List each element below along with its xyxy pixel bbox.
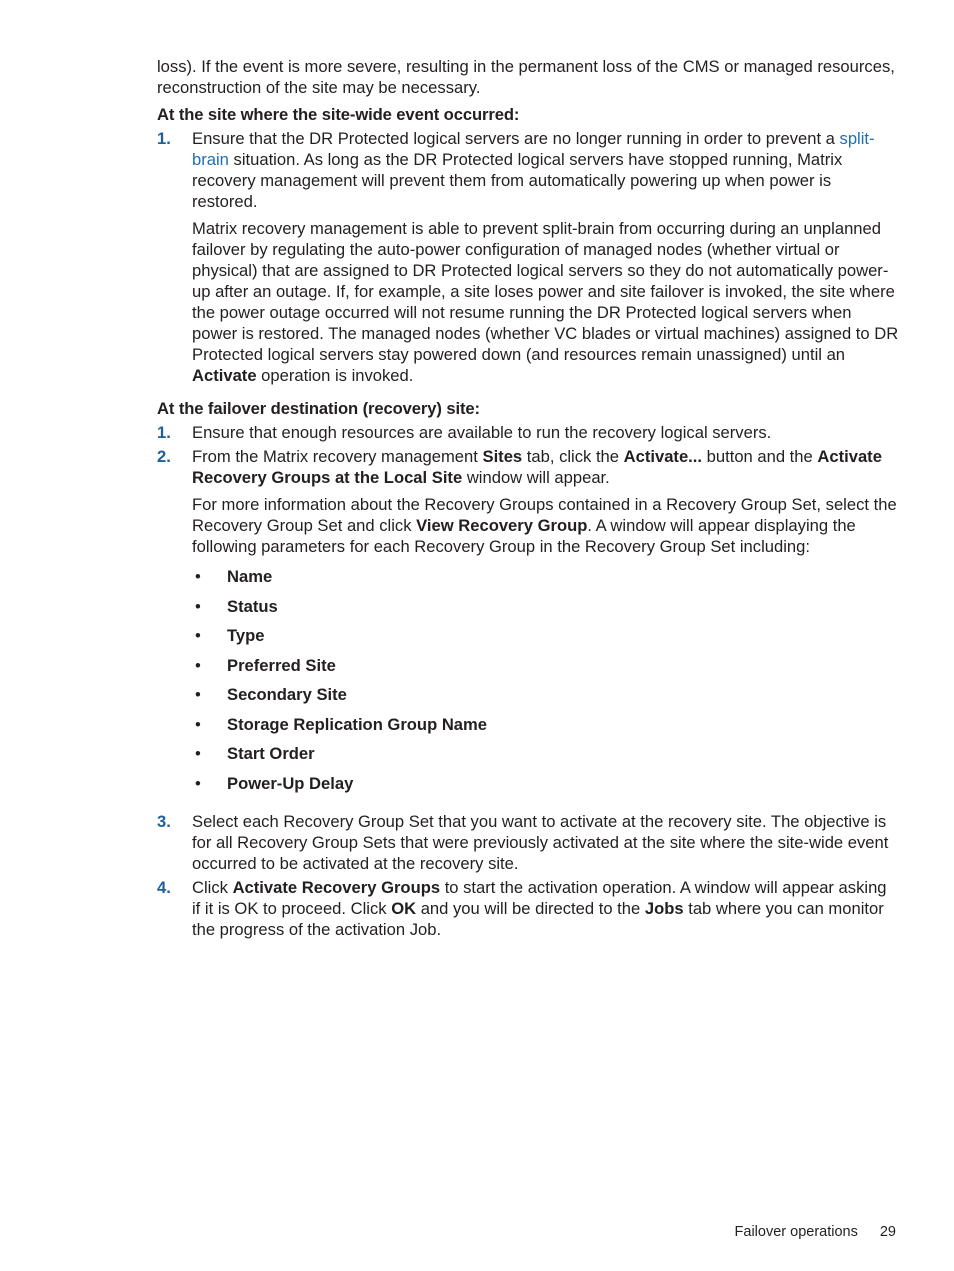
list-item (157, 877, 899, 940)
sites-term: Sites (482, 447, 523, 466)
step-text: window will appear. (462, 468, 610, 487)
view-recovery-group-term: View Recovery Group (416, 516, 588, 535)
step-number: 1. (157, 423, 171, 442)
split-brain-link[interactable]: split-brain (192, 129, 875, 169)
parameter-item (192, 566, 899, 596)
bullet-icon: • (195, 744, 201, 763)
intro-paragraph: loss). If the event is more severe, resulting in the permanent loss of the CMS or managed resources, reconstruction of the site may be necessary. (157, 57, 895, 97)
parameter-label: Storage Replication Group Name (227, 714, 488, 734)
step-detail-paragraph (192, 494, 899, 557)
activate-term: Activate (192, 366, 257, 385)
step-text: to start the activation operation. A window will appear asking if it is OK to proceed. Click (192, 878, 887, 918)
step-text: From the Matrix recovery management (192, 447, 483, 466)
parameter-item (192, 773, 899, 803)
page-footer (735, 1222, 896, 1243)
step-number: 3. (157, 812, 171, 831)
parameter-item (192, 714, 899, 744)
parameter-item (192, 684, 899, 714)
list-item (157, 128, 899, 386)
document-page (157, 56, 899, 943)
list-item (157, 811, 899, 874)
step-text: . A window will appear displaying the following parameters for each Recovery Group in the Recovery Group Set including: (192, 516, 856, 556)
step-text: tab where you can monitor the progress of the activation Job. (192, 899, 884, 939)
step-number: 2. (157, 447, 171, 466)
step-text: tab, click the (522, 447, 624, 466)
step-text: Ensure that the DR Protected logical servers are no longer running in order to prevent a (192, 129, 840, 148)
parameter-list (192, 566, 899, 802)
event-site-steps (157, 128, 899, 386)
parameter-label: Name (227, 567, 273, 586)
step-paragraph: Ensure that enough resources are available to run the recovery logical servers. (192, 423, 772, 442)
step-paragraph (192, 446, 899, 488)
step-text: operation is invoked. (256, 366, 414, 385)
bullet-icon: • (195, 773, 201, 793)
list-item (157, 446, 899, 802)
ok-term: OK (391, 899, 417, 918)
recovery-site-steps (157, 422, 899, 940)
parameter-label: Type (227, 626, 265, 645)
window-title-term: Activate Recovery Groups at the Local Site (192, 447, 882, 487)
step-paragraph (192, 128, 899, 212)
step-number: 1. (157, 129, 171, 148)
parameter-label: Start Order (227, 744, 315, 763)
step-text: For more information about the Recovery Groups contained in a Recovery Group Set, select the Recovery Group Set and click (192, 495, 897, 535)
section-heading-event-site: At the site where the site-wide event occurred: (157, 105, 520, 124)
step-text: situation. As long as the DR Protected logical servers have stopped running, Matrix recovery management will prevent them from automatically powering up when power is restored. (192, 150, 843, 211)
activate-button-term: Activate... (623, 447, 703, 466)
bullet-icon: • (195, 714, 201, 734)
list-item (157, 422, 899, 443)
step-detail-paragraph (192, 218, 899, 386)
activate-recovery-groups-term: Activate Recovery Groups (232, 878, 441, 897)
parameter-label: Preferred Site (227, 655, 336, 675)
jobs-term: Jobs (644, 899, 684, 918)
parameter-item (192, 596, 899, 626)
step-text: Click (192, 878, 233, 897)
parameter-item (192, 743, 899, 773)
bullet-icon: • (195, 626, 201, 645)
footer-section-title: Failover operations (734, 1224, 858, 1240)
bullet-icon: • (195, 567, 201, 586)
parameter-label: Secondary Site (227, 685, 347, 704)
parameter-label: Power-Up Delay (227, 773, 354, 793)
step-text: button and the (702, 447, 818, 466)
bullet-icon: • (195, 655, 201, 675)
step-paragraph (192, 877, 899, 940)
parameter-item (192, 655, 899, 685)
section-heading-recovery-site: At the failover destination (recovery) site: (157, 399, 480, 418)
page-number: 29 (879, 1224, 896, 1240)
bullet-icon: • (195, 685, 201, 704)
bullet-icon: • (195, 596, 201, 616)
parameter-label: Status (227, 596, 278, 616)
step-text: Matrix recovery management is able to prevent split-brain from occurring during an unplanned failover by regulating the auto-power configuration of managed nodes (whether virtual or physical) that are assigned to DR Protected logical servers so they do not automatically power-up after an outage. If, for example, a site loses power and site failover is invoked, the site where the power outage occurred will not resume running the DR Protected logical servers when power is restored. The managed nodes (whether VC blades or virtual machines) assigned to DR Protected logical servers stay powered down (and resources remain unassigned) until an (192, 219, 899, 364)
step-paragraph: Select each Recovery Group Set that you want to activate at the recovery site. The objective is for all Recovery Group Sets that were previously activated at the site where the site-wide event occurred to be activated at the recovery site. (192, 812, 889, 873)
step-text: and you will be directed to the (416, 899, 645, 918)
step-number: 4. (157, 878, 171, 897)
parameter-item (192, 625, 899, 655)
